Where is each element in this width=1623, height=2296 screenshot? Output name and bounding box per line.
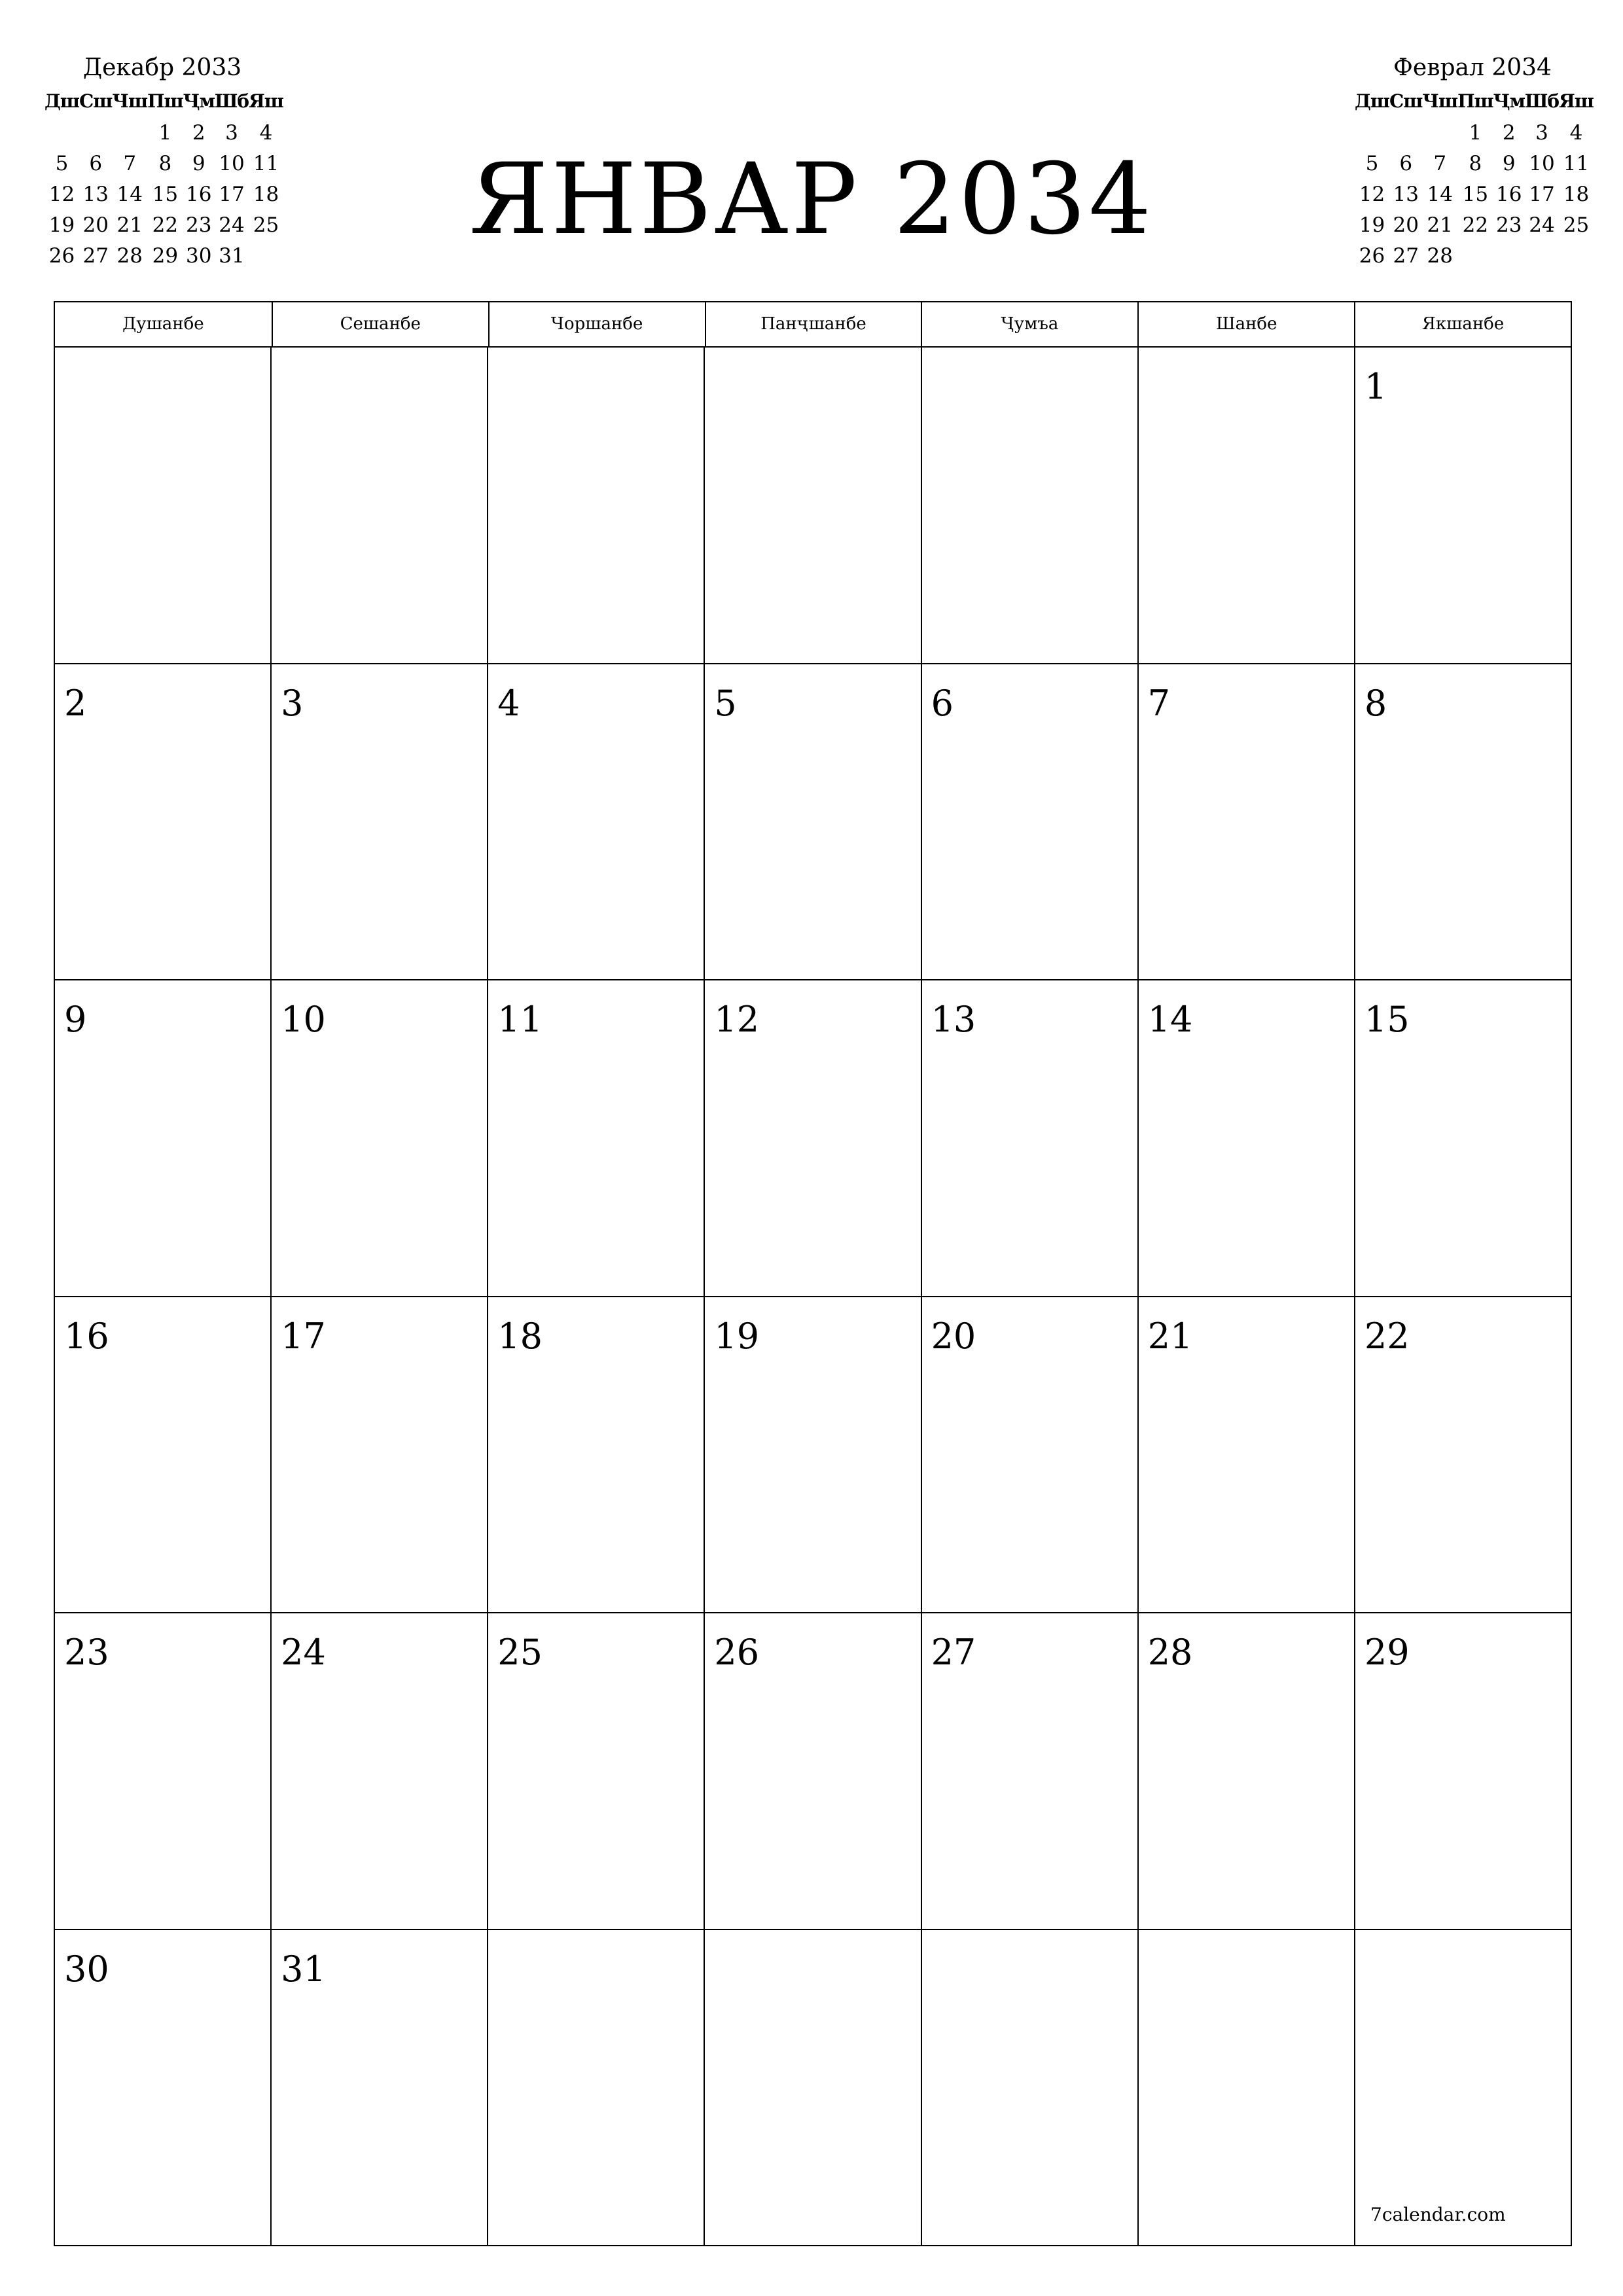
mini-weekday: Пш	[147, 90, 183, 112]
day-grid	[54, 346, 1572, 2246]
mini-day: 24	[1529, 213, 1555, 237]
day-number: 16	[64, 1315, 109, 1357]
day-cell	[1355, 1613, 1572, 1930]
mini-day: 1	[158, 121, 172, 145]
day-number: 10	[281, 999, 326, 1040]
mini-day: 28	[1427, 244, 1453, 268]
mini-day: 20	[82, 213, 109, 237]
mini-day: 24	[219, 213, 245, 237]
next-month-title: Феврал 2034	[1393, 54, 1552, 81]
mini-weekday: Сш	[1389, 90, 1423, 112]
mini-day	[112, 118, 147, 149]
prev-month-grid	[45, 85, 283, 272]
day-number: 31	[281, 1948, 326, 1990]
mini-day: 4	[259, 121, 273, 145]
mini-day: 6	[1399, 152, 1413, 175]
mini-day: 19	[48, 213, 75, 237]
day-cell	[1355, 664, 1572, 981]
mini-day: 10	[219, 152, 245, 175]
mini-day	[1355, 118, 1389, 149]
day-number: 11	[497, 999, 543, 1040]
day-cell	[1355, 980, 1572, 1297]
mini-day: 6	[89, 152, 103, 175]
mini-day	[1389, 118, 1422, 149]
mini-day	[1422, 118, 1457, 149]
mini-day: 28	[116, 244, 143, 268]
mini-day: 2	[192, 121, 205, 145]
day-number: 23	[64, 1632, 109, 1673]
day-cell	[922, 664, 1139, 981]
day-cell	[705, 664, 921, 981]
weekday-label: Ҷумъа	[921, 302, 1137, 346]
prev-month-title: Декабр 2033	[82, 54, 242, 81]
day-number: 27	[931, 1632, 976, 1673]
day-number: 21	[1147, 1315, 1193, 1357]
mini-day: 3	[225, 121, 238, 145]
mini-day: 14	[116, 183, 143, 206]
mini-day: 1	[1469, 121, 1482, 145]
day-number: 22	[1364, 1315, 1410, 1357]
day-cell	[272, 980, 488, 1297]
day-cell	[55, 1930, 272, 2247]
mini-day: 8	[1469, 152, 1482, 175]
mini-day: 25	[253, 213, 279, 237]
day-cell	[55, 1613, 272, 1930]
mini-day: 22	[152, 213, 179, 237]
mini-day: 8	[158, 152, 172, 175]
day-number: 19	[714, 1315, 760, 1357]
mini-day: 11	[253, 152, 279, 175]
day-cell	[272, 1930, 488, 2247]
day-number: 20	[931, 1315, 976, 1357]
day-number: 18	[497, 1315, 543, 1357]
day-number: 15	[1364, 999, 1410, 1040]
mini-day: 26	[1359, 244, 1385, 268]
day-number: 4	[497, 682, 520, 724]
weekday-label: Якшанбе	[1354, 302, 1571, 346]
month-calendar	[54, 301, 1572, 2246]
mini-day: 11	[1563, 152, 1590, 175]
day-number: 6	[931, 682, 954, 724]
mini-day: 15	[1462, 183, 1489, 206]
day-number: 13	[931, 999, 976, 1040]
mini-day: 31	[219, 244, 245, 268]
mini-day: 14	[1427, 183, 1453, 206]
day-cell	[488, 664, 705, 981]
day-cell	[1139, 1297, 1355, 1614]
day-number: 7	[1147, 682, 1171, 724]
mini-day: 22	[1462, 213, 1489, 237]
day-number: 2	[64, 682, 87, 724]
mini-day: 7	[123, 152, 137, 175]
mini-day: 25	[1563, 213, 1590, 237]
day-cell	[1139, 1613, 1355, 1930]
day-cell	[272, 664, 488, 981]
mini-day: 12	[48, 183, 75, 206]
page-title: ЯНВАР 2034	[469, 143, 1154, 257]
day-cell	[922, 1930, 1139, 2247]
mini-day: 26	[48, 244, 75, 268]
weekday-label: Чоршанбе	[488, 302, 705, 346]
day-number: 14	[1147, 999, 1193, 1040]
day-cell	[488, 1613, 705, 1930]
mini-day: 5	[55, 152, 69, 175]
mini-day: 18	[1563, 183, 1590, 206]
day-cell	[55, 664, 272, 981]
mini-day: 20	[1393, 213, 1419, 237]
day-number: 24	[281, 1632, 326, 1673]
day-cell	[1139, 980, 1355, 1297]
day-cell	[488, 1930, 705, 2247]
day-cell	[1355, 348, 1572, 664]
mini-weekday: Чш	[1422, 90, 1458, 112]
day-cell	[1139, 1930, 1355, 2247]
day-number: 8	[1364, 682, 1387, 724]
day-cell	[705, 348, 921, 664]
next-month-calendar	[1355, 51, 1594, 272]
day-cell	[488, 1297, 705, 1614]
day-cell	[272, 348, 488, 664]
day-cell	[705, 1930, 921, 2247]
mini-weekday: Шб	[214, 90, 249, 112]
day-cell	[55, 980, 272, 1297]
day-cell	[55, 1297, 272, 1614]
mini-weekday: Дш	[45, 90, 79, 112]
mini-day: 17	[219, 183, 245, 206]
weekday-label: Сешанбе	[272, 302, 488, 346]
day-cell	[705, 1297, 921, 1614]
day-cell	[1139, 664, 1355, 981]
day-cell	[1139, 348, 1355, 664]
mini-day: 17	[1529, 183, 1555, 206]
mini-day: 13	[82, 183, 109, 206]
day-cell	[55, 348, 272, 664]
day-number: 12	[714, 999, 760, 1040]
day-number: 29	[1364, 1632, 1410, 1673]
mini-day: 5	[1365, 152, 1379, 175]
mini-weekday: Яш	[1559, 90, 1594, 112]
mini-day: 18	[253, 183, 279, 206]
weekday-label: Душанбе	[122, 314, 204, 334]
mini-day: 3	[1535, 121, 1548, 145]
day-number: 28	[1147, 1632, 1193, 1673]
weekday-label: Шанбе	[1137, 302, 1354, 346]
day-number: 17	[281, 1315, 326, 1357]
mini-day: 15	[152, 183, 179, 206]
mini-weekday: Ҷм	[1493, 90, 1525, 112]
weekday-label: Панҷшанбе	[705, 302, 921, 346]
day-cell	[272, 1297, 488, 1614]
day-number: 5	[714, 682, 737, 724]
day-cell	[922, 1613, 1139, 1930]
mini-day: 13	[1393, 183, 1419, 206]
day-cell	[705, 980, 921, 1297]
day-cell	[922, 980, 1139, 1297]
mini-day: 2	[1502, 121, 1516, 145]
mini-day: 12	[1359, 183, 1385, 206]
day-cell	[488, 980, 705, 1297]
mini-weekday: Яш	[249, 90, 283, 112]
mini-day	[79, 118, 112, 149]
weekday-header	[54, 301, 1572, 348]
next-month-grid	[1355, 85, 1594, 272]
mini-weekday: Пш	[1457, 90, 1493, 112]
mini-day	[45, 118, 79, 149]
mini-day: 21	[116, 213, 143, 237]
mini-weekday: Шб	[1524, 90, 1560, 112]
mini-weekday: Чш	[112, 90, 148, 112]
mini-day: 19	[1359, 213, 1385, 237]
mini-day: 16	[1496, 183, 1522, 206]
day-number: 9	[64, 999, 87, 1040]
mini-day: 4	[1569, 121, 1583, 145]
prev-month-calendar	[45, 51, 283, 272]
mini-weekday: Сш	[79, 90, 113, 112]
day-number: 30	[64, 1948, 109, 1990]
mini-day: 10	[1529, 152, 1555, 175]
day-number: 25	[497, 1632, 543, 1673]
day-cell	[1355, 1297, 1572, 1614]
mini-day: 23	[186, 213, 212, 237]
mini-day: 29	[152, 244, 179, 268]
mini-day: 16	[186, 183, 212, 206]
day-cell	[705, 1613, 921, 1930]
day-number: 26	[714, 1632, 760, 1673]
day-cell	[488, 348, 705, 664]
day-cell	[1355, 1930, 1572, 2247]
mini-day: 9	[192, 152, 205, 175]
mini-day: 7	[1433, 152, 1447, 175]
day-number: 1	[1364, 366, 1387, 407]
day-cell	[272, 1613, 488, 1930]
day-number: 3	[281, 682, 304, 724]
day-cell	[922, 348, 1139, 664]
mini-day: 27	[1393, 244, 1419, 268]
mini-day: 23	[1496, 213, 1522, 237]
mini-day: 9	[1502, 152, 1516, 175]
watermark: 7calendar.com	[1370, 2204, 1506, 2225]
mini-day: 27	[82, 244, 109, 268]
mini-day: 30	[186, 244, 212, 268]
day-cell	[922, 1297, 1139, 1614]
mini-weekday: Дш	[1355, 90, 1389, 112]
mini-weekday: Ҷм	[183, 90, 215, 112]
mini-day: 21	[1427, 213, 1453, 237]
